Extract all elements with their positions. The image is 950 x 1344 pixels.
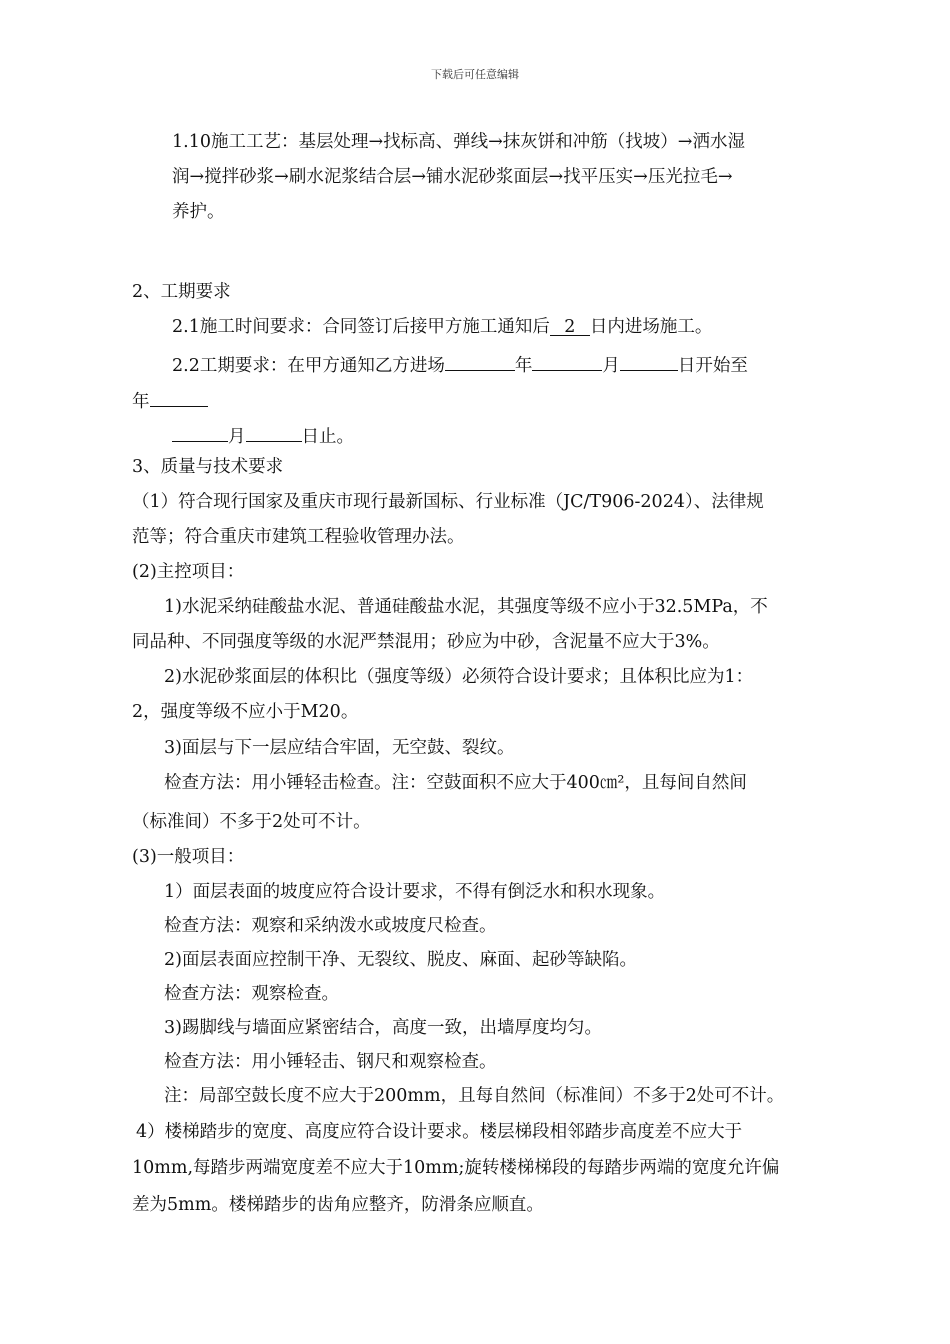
general-item-4-line-2: 10mm,每踏步两端宽度差不应大于10mm;旋转楼梯梯段的每踏步两端的宽度允许偏 — [132, 1158, 780, 1178]
process-line-2: 润→搅拌砂浆→刷水泥浆结合层→铺水泥砂浆面层→找平压实→压光拉毛→ — [172, 167, 733, 187]
clause-2-1-tail: 日内进场施工。 — [589, 317, 713, 337]
general-item-3-check: 检查方法：用小锤轻击、钢尺和观察检查。 — [164, 1052, 497, 1072]
general-item-3-note: 注：局部空鼓长度不应大于200mm，且每自然间（标准间）不多于2处可不计。 — [164, 1086, 785, 1106]
end-day-label: 日止。 — [301, 427, 354, 447]
clause-2-2 — [172, 350, 748, 378]
process-line-3: 养护。 — [172, 202, 225, 222]
main-item-3: 3)面层与下一层应结合牢固，无空鼓、裂纹。 — [164, 738, 515, 758]
clause-2-1-text: 2.1施工时间要求：合同签订后接甲方施工通知后 — [172, 317, 550, 337]
main-item-2-line-2: 2，强度等级不应小于M20。 — [132, 702, 359, 722]
day-start-label: 日开始至 — [677, 356, 748, 376]
standards-line-2: 范等；符合重庆市建筑工程验收管理办法。 — [132, 527, 465, 547]
start-month-blank — [532, 350, 602, 371]
month-label: 月 — [602, 356, 620, 376]
end-month-label: 月 — [228, 427, 246, 447]
general-item-3: 3)踢脚线与墙面应紧密结合，高度一致，出墙厚度均匀。 — [164, 1018, 602, 1038]
main-item-1-line-1: 1)水泥采纳硅酸盐水泥、普通硅酸盐水泥，其强度等级不应小于32.5MPa，不 — [164, 597, 768, 617]
general-item-4-line-3: 差为5mm。楼梯踏步的齿角应整齐，防滑条应顺直。 — [132, 1195, 544, 1215]
general-item-2: 2)面层表面应控制干净、无裂纹、脱皮、麻面、起砂等缺陷。 — [164, 950, 637, 970]
clause-2-2-cont — [132, 386, 208, 414]
main-item-3-check-line-1: 检查方法：用小锤轻击检查。注：空鼓面积不应大于400㎝²，且每间自然间 — [164, 773, 747, 793]
main-item-1-line-2: 同品种、不同强度等级的水泥严禁混用；砂应为中砂，含泥量不应大于3%。 — [132, 632, 720, 652]
end-year-blank — [150, 386, 208, 407]
end-year-label: 年 — [132, 392, 150, 412]
general-items-title: (3)一般项目： — [132, 847, 245, 867]
clause-2-2-end — [172, 421, 354, 449]
main-item-2-line-1: 2)水泥砂浆面层的体积比（强度等级）必须符合设计要求；且体积比应为1： — [164, 667, 754, 687]
general-item-4-line-1: 4）楼梯踏步的宽度、高度应符合设计要求。楼层梯段相邻踏步高度差不应大于 — [136, 1122, 743, 1142]
main-items-title: (2)主控项目： — [132, 562, 245, 582]
clause-2-1 — [172, 315, 712, 339]
page-header: 下载后可任意编辑 — [431, 68, 519, 81]
section-3-title: 3、质量与技术要求 — [132, 457, 284, 477]
start-day-blank — [620, 350, 678, 371]
end-month-blank — [172, 421, 228, 442]
general-item-1: 1）面层表面的坡度应符合设计要求，不得有倒泛水和积水现象。 — [164, 882, 666, 902]
process-line-1: 1.10施工工艺：基层处理→找标高、弹线→抹灰饼和冲筋（找坡）→洒水湿 — [172, 132, 745, 152]
days-blank: 2 — [550, 315, 590, 336]
section-2-title: 2、工期要求 — [132, 282, 231, 302]
main-item-3-check-line-2: （标准间）不多于2处可不计。 — [132, 812, 371, 832]
clause-2-2-text: 2.2工期要求：在甲方通知乙方进场 — [172, 356, 445, 376]
start-year-blank — [445, 350, 515, 371]
end-day-blank — [246, 421, 302, 442]
general-item-2-check: 检查方法：观察检查。 — [164, 984, 339, 1004]
general-item-1-check: 检查方法：观察和采纳泼水或坡度尺检查。 — [164, 916, 497, 936]
year-label: 年 — [514, 356, 533, 376]
standards-line-1: （1）符合现行国家及重庆市现行最新国标、行业标准（JC/T906-2024）、法律规 — [132, 492, 764, 512]
